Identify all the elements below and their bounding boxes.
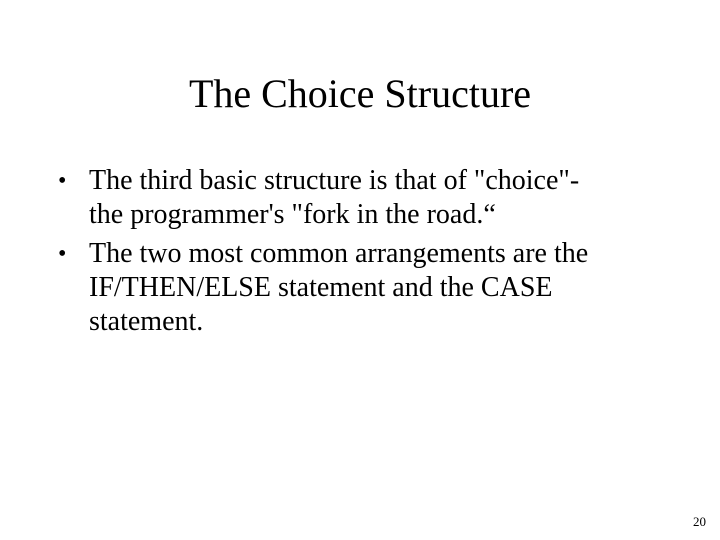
page-number: 20 bbox=[693, 514, 706, 529]
bullet-text-line: IF/THEN/ELSE statement and the CASE bbox=[89, 272, 553, 303]
bullet-text-line: The third basic structure is that of "choice"- bbox=[89, 165, 580, 196]
bullet-icon: • bbox=[58, 168, 67, 194]
slide-title: The Choice Structure bbox=[188, 71, 532, 116]
bullet-text-line: statement. bbox=[89, 306, 204, 337]
bullet-list bbox=[58, 164, 678, 344]
bullet-text-line: The two most common arrangements are the bbox=[89, 238, 589, 269]
bullet-text-line: the programmer's "fork in the road.“ bbox=[89, 199, 496, 230]
bullet-icon: • bbox=[58, 241, 67, 267]
bullet-item bbox=[58, 237, 678, 339]
bullet-item bbox=[58, 164, 678, 232]
